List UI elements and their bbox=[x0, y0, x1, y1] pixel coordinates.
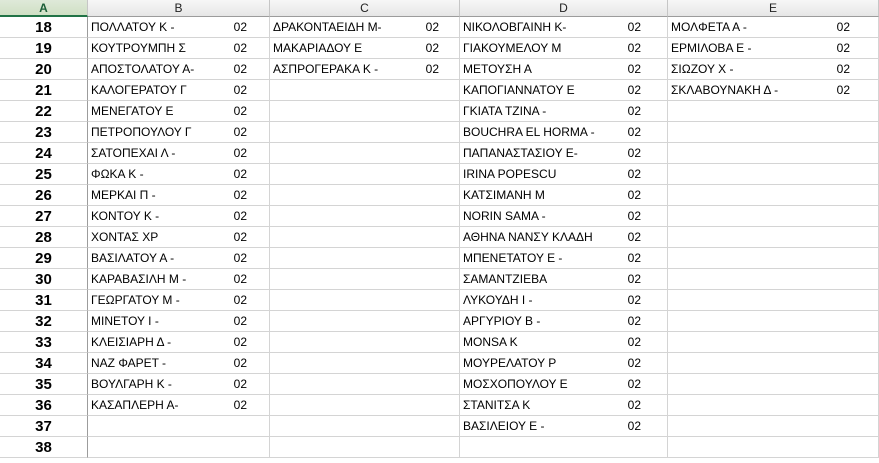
cell-name-text: ΑΘΗΝΑ ΝΑΝΣΥ ΚΛΑΔΗ bbox=[463, 230, 593, 244]
cell-e[interactable] bbox=[668, 59, 879, 80]
cell-name-text: ΠΟΛΛΑΤΟΥ Κ - bbox=[91, 20, 175, 34]
cell-b[interactable] bbox=[88, 374, 270, 395]
cell-c[interactable] bbox=[270, 101, 460, 122]
cell-code-text: 02 bbox=[627, 419, 641, 433]
cell-e[interactable] bbox=[668, 38, 879, 59]
cell-name-text: ΠΑΠΑΝΑΣΤΑΣΙΟΥ Ε- bbox=[463, 146, 578, 160]
cell-name-text: ΚΑΛΟΓΕΡΑΤΟΥ Γ bbox=[91, 83, 187, 97]
cell-name-text: ΑΣΠΡΟΓΕΡΑΚΑ Κ - bbox=[273, 62, 379, 76]
cell-d[interactable] bbox=[460, 332, 668, 353]
cell-b[interactable] bbox=[88, 311, 270, 332]
sheet-row bbox=[0, 416, 879, 437]
cell-code-text: 02 bbox=[233, 209, 247, 223]
cell-b[interactable] bbox=[88, 353, 270, 374]
cell-b[interactable] bbox=[88, 416, 270, 437]
sheet-row bbox=[0, 143, 879, 164]
cell-b[interactable] bbox=[88, 122, 270, 143]
cell-code-text: 02 bbox=[233, 398, 247, 412]
sheet-row bbox=[0, 122, 879, 143]
cell-c[interactable] bbox=[270, 122, 460, 143]
cell-b[interactable] bbox=[88, 437, 270, 458]
cell-name-text: ΒΑΣΙΛΑΤΟΥ Α - bbox=[91, 251, 175, 265]
sheet-row bbox=[0, 59, 879, 80]
cell-d[interactable] bbox=[460, 206, 668, 227]
row-header[interactable]: 37 bbox=[0, 416, 88, 437]
row-header[interactable]: 27 bbox=[0, 206, 88, 227]
cell-c[interactable] bbox=[270, 80, 460, 101]
cell-code-text: 02 bbox=[627, 209, 641, 223]
cell-name-text: ΣΑΤΟΠΕΧΑΙ Λ - bbox=[91, 146, 176, 160]
cell-name-text: ΜΕΡΚΑΙ Π - bbox=[91, 188, 156, 202]
cell-code-text: 02 bbox=[627, 83, 641, 97]
cell-name-text: NORIN SAMA - bbox=[463, 209, 546, 223]
cell-name-text: ΣΤΑΝΙΤΣΑ Κ bbox=[463, 398, 531, 412]
cell-code-text: 02 bbox=[233, 356, 247, 370]
cell-name-text: ΑΡΓΥΡΙΟΥ Β - bbox=[463, 314, 541, 328]
cell-name-text: ΜΟΛΦΕΤΑ Α - bbox=[671, 20, 747, 34]
cell-name-text: ΣΚΛΑΒΟΥΝΑΚΗ Δ - bbox=[671, 83, 779, 97]
sheet-row bbox=[0, 374, 879, 395]
cell-code-text: 02 bbox=[627, 251, 641, 265]
cell-name-text: ΣΙΩΖΟΥ Χ - bbox=[671, 62, 734, 76]
cell-code-text: 02 bbox=[233, 125, 247, 139]
cell-name-text: ΝΙΚΟΛΟΒΓΑΙΝΗ Κ- bbox=[463, 20, 567, 34]
cell-b[interactable] bbox=[88, 80, 270, 101]
cell-code-text: 02 bbox=[627, 146, 641, 160]
cell-name-text: ΚΑΣΑΠΛΕΡΗ Α- bbox=[91, 398, 179, 412]
cell-c[interactable] bbox=[270, 38, 460, 59]
cell-name-text: ΜΕΝΕΓΑΤΟΥ Ε bbox=[91, 104, 174, 118]
cell-d[interactable] bbox=[460, 17, 668, 38]
cell-d[interactable] bbox=[460, 38, 668, 59]
cell-d[interactable] bbox=[460, 80, 668, 101]
cell-code-text: 02 bbox=[627, 398, 641, 412]
cell-e[interactable] bbox=[668, 227, 879, 248]
cell-code-text: 02 bbox=[627, 167, 641, 181]
cell-b[interactable] bbox=[88, 38, 270, 59]
cell-d[interactable] bbox=[460, 353, 668, 374]
cell-c[interactable] bbox=[270, 269, 460, 290]
row-header[interactable]: 19 bbox=[0, 38, 88, 59]
row-header[interactable]: 33 bbox=[0, 332, 88, 353]
cell-code-text: 02 bbox=[627, 104, 641, 118]
row-header[interactable]: 34 bbox=[0, 353, 88, 374]
row-header[interactable]: 25 bbox=[0, 164, 88, 185]
cell-name-text: ΔΡΑΚΟΝΤΑΕΙΔΗ Μ- bbox=[273, 20, 382, 34]
cell-code-text: 02 bbox=[233, 272, 247, 286]
cell-name-text: ΚΟΝΤΟΥ Κ - bbox=[91, 209, 160, 223]
cell-d[interactable] bbox=[460, 122, 668, 143]
cell-code-text: 02 bbox=[836, 41, 850, 55]
column-header-c[interactable]: C bbox=[270, 0, 460, 17]
cell-c[interactable] bbox=[270, 332, 460, 353]
cell-b[interactable] bbox=[88, 101, 270, 122]
cell-name-text: ΝΑΖ ΦΑΡΕΤ - bbox=[91, 356, 167, 370]
cell-b[interactable] bbox=[88, 290, 270, 311]
sheet-row bbox=[0, 248, 879, 269]
cell-e[interactable] bbox=[668, 248, 879, 269]
cell-code-text: 02 bbox=[627, 188, 641, 202]
cell-e[interactable] bbox=[668, 80, 879, 101]
cell-name-text: ΜΕΤΟΥΣΗ Α bbox=[463, 62, 532, 76]
cell-code-text: 02 bbox=[627, 125, 641, 139]
cell-e[interactable] bbox=[668, 122, 879, 143]
cell-code-text: 02 bbox=[233, 62, 247, 76]
cell-code-text: 02 bbox=[627, 356, 641, 370]
row-header[interactable]: 24 bbox=[0, 143, 88, 164]
cell-c[interactable] bbox=[270, 248, 460, 269]
row-header[interactable]: 35 bbox=[0, 374, 88, 395]
row-header[interactable]: 28 bbox=[0, 227, 88, 248]
cell-c[interactable] bbox=[270, 437, 460, 458]
cell-c[interactable] bbox=[270, 353, 460, 374]
cell-c[interactable] bbox=[270, 374, 460, 395]
cell-name-text: ΚΑΡΑΒΑΣΙΛΗ Μ - bbox=[91, 272, 187, 286]
cell-c[interactable] bbox=[270, 395, 460, 416]
cell-code-text: 02 bbox=[627, 230, 641, 244]
sheet-row bbox=[0, 185, 879, 206]
cell-b[interactable] bbox=[88, 269, 270, 290]
column-header-a[interactable]: A bbox=[0, 0, 88, 17]
row-header[interactable]: 20 bbox=[0, 59, 88, 80]
row-header[interactable]: 32 bbox=[0, 311, 88, 332]
cell-code-text: 02 bbox=[627, 377, 641, 391]
cell-code-text: 02 bbox=[233, 167, 247, 181]
row-header[interactable]: 30 bbox=[0, 269, 88, 290]
cell-b[interactable] bbox=[88, 17, 270, 38]
cell-name-text: ΜΠΕΝΕΤΑΤΟΥ Ε - bbox=[463, 251, 563, 265]
cell-e[interactable] bbox=[668, 416, 879, 437]
cell-c[interactable] bbox=[270, 59, 460, 80]
cell-e[interactable] bbox=[668, 143, 879, 164]
sheet-row bbox=[0, 332, 879, 353]
row-header[interactable]: 26 bbox=[0, 185, 88, 206]
cell-name-text: ΕΡΜΙΛΟΒΑ Ε - bbox=[671, 41, 752, 55]
cell-code-text: 02 bbox=[425, 41, 439, 55]
cell-e[interactable] bbox=[668, 353, 879, 374]
cell-code-text: 02 bbox=[627, 20, 641, 34]
cell-code-text: 02 bbox=[425, 62, 439, 76]
cell-e[interactable] bbox=[668, 311, 879, 332]
cell-e[interactable] bbox=[668, 374, 879, 395]
cell-e[interactable] bbox=[668, 332, 879, 353]
column-header-row bbox=[0, 0, 879, 17]
cell-name-text: IRINA POPESCU bbox=[463, 167, 557, 181]
cell-d[interactable] bbox=[460, 416, 668, 437]
sheet-row bbox=[0, 227, 879, 248]
cell-c[interactable] bbox=[270, 185, 460, 206]
cell-name-text: ΚΑΠΟΓΙΑΝΝΑΤΟΥ Ε bbox=[463, 83, 575, 97]
cell-name-text: ΦΩΚΑ Κ - bbox=[91, 167, 144, 181]
cell-code-text: 02 bbox=[627, 335, 641, 349]
cell-code-text: 02 bbox=[627, 272, 641, 286]
cell-code-text: 02 bbox=[627, 62, 641, 76]
sheet-row bbox=[0, 164, 879, 185]
cell-e[interactable] bbox=[668, 290, 879, 311]
cell-name-text: ΜΟΣΧΟΠΟΥΛΟΥ Ε bbox=[463, 377, 568, 391]
cell-code-text: 02 bbox=[233, 293, 247, 307]
cell-d[interactable] bbox=[460, 227, 668, 248]
cell-code-text: 02 bbox=[233, 83, 247, 97]
cell-d[interactable] bbox=[460, 269, 668, 290]
cell-code-text: 02 bbox=[233, 314, 247, 328]
cell-c[interactable] bbox=[270, 311, 460, 332]
cell-b[interactable] bbox=[88, 185, 270, 206]
cell-c[interactable] bbox=[270, 17, 460, 38]
cell-code-text: 02 bbox=[627, 293, 641, 307]
cell-name-text: ΓΙΑΚΟΥΜΕΛΟΥ Μ bbox=[463, 41, 562, 55]
cell-c[interactable] bbox=[270, 206, 460, 227]
cell-name-text: ΜΑΚΑΡΙΑΔΟΥ Ε bbox=[273, 41, 363, 55]
sheet-row bbox=[0, 269, 879, 290]
cell-code-text: 02 bbox=[836, 20, 850, 34]
cell-e[interactable] bbox=[668, 101, 879, 122]
row-header[interactable]: 38 bbox=[0, 437, 88, 458]
cell-d[interactable] bbox=[460, 101, 668, 122]
cell-e[interactable] bbox=[668, 269, 879, 290]
cell-e[interactable] bbox=[668, 164, 879, 185]
cell-b[interactable] bbox=[88, 164, 270, 185]
cell-code-text: 02 bbox=[233, 20, 247, 34]
cell-code-text: 02 bbox=[233, 230, 247, 244]
cell-name-text: MONSA Κ bbox=[463, 335, 518, 349]
cell-code-text: 02 bbox=[836, 62, 850, 76]
sheet-row bbox=[0, 206, 879, 227]
cell-name-text: ΓΚΙΑΤΑ ΤΖΙΝΑ - bbox=[463, 104, 547, 118]
sheet-row bbox=[0, 38, 879, 59]
cell-name-text: ΛΥΚΟΥΔΗ Ι - bbox=[463, 293, 533, 307]
cell-b[interactable] bbox=[88, 143, 270, 164]
cell-code-text: 02 bbox=[233, 377, 247, 391]
cell-c[interactable] bbox=[270, 416, 460, 437]
column-header-e[interactable]: E bbox=[668, 0, 879, 17]
cell-code-text: 02 bbox=[627, 314, 641, 328]
cell-b[interactable] bbox=[88, 248, 270, 269]
cell-name-text: ΑΠΟΣΤΟΛΑΤΟΥ Α- bbox=[91, 62, 195, 76]
sheet-row bbox=[0, 101, 879, 122]
cell-name-text: ΚΛΕΙΣΙΑΡΗ Δ - bbox=[91, 335, 172, 349]
sheet-row bbox=[0, 290, 879, 311]
cell-e[interactable] bbox=[668, 17, 879, 38]
row-header[interactable]: 18 bbox=[0, 17, 88, 38]
cell-d[interactable] bbox=[460, 59, 668, 80]
cell-name-text: ΜΟΥΡΕΛΑΤΟΥ Ρ bbox=[463, 356, 557, 370]
row-header[interactable]: 22 bbox=[0, 101, 88, 122]
row-header[interactable]: 36 bbox=[0, 395, 88, 416]
cell-b[interactable] bbox=[88, 227, 270, 248]
cell-b[interactable] bbox=[88, 395, 270, 416]
cell-e[interactable] bbox=[668, 437, 879, 458]
cell-d[interactable] bbox=[460, 143, 668, 164]
cell-e[interactable] bbox=[668, 185, 879, 206]
cell-e[interactable] bbox=[668, 206, 879, 227]
cell-c[interactable] bbox=[270, 143, 460, 164]
cell-d[interactable] bbox=[460, 374, 668, 395]
cell-code-text: 02 bbox=[233, 251, 247, 265]
cell-name-text: ΣΑΜΑΝΤΖΙΕΒΑ bbox=[463, 272, 548, 286]
row-header[interactable]: 23 bbox=[0, 122, 88, 143]
cell-e[interactable] bbox=[668, 395, 879, 416]
cell-code-text: 02 bbox=[233, 146, 247, 160]
cell-name-text: ΒΑΣΙΛΕΙΟΥ Ε - bbox=[463, 419, 545, 433]
cell-d[interactable] bbox=[460, 437, 668, 458]
cell-c[interactable] bbox=[270, 290, 460, 311]
cell-code-text: 02 bbox=[233, 335, 247, 349]
cell-d[interactable] bbox=[460, 185, 668, 206]
cell-name-text: ΠΕΤΡΟΠΟΥΛΟΥ Γ bbox=[91, 125, 192, 139]
cell-d[interactable] bbox=[460, 248, 668, 269]
cell-name-text: ΒΟΥΛΓΑΡΗ Κ - bbox=[91, 377, 172, 391]
cell-code-text: 02 bbox=[627, 41, 641, 55]
column-header-b[interactable]: B bbox=[88, 0, 270, 17]
cell-name-text: ΧΟΝΤΑΣ ΧΡ bbox=[91, 230, 159, 244]
cell-code-text: 02 bbox=[233, 188, 247, 202]
row-header[interactable]: 29 bbox=[0, 248, 88, 269]
cell-code-text: 02 bbox=[233, 104, 247, 118]
sheet-row bbox=[0, 311, 879, 332]
cell-name-text: ΚΑΤΣΙΜΑΝΗ Μ bbox=[463, 188, 545, 202]
cell-c[interactable] bbox=[270, 227, 460, 248]
sheet-rows bbox=[0, 17, 879, 458]
cell-b[interactable] bbox=[88, 206, 270, 227]
sheet-row bbox=[0, 395, 879, 416]
sheet-row bbox=[0, 437, 879, 458]
sheet-row bbox=[0, 17, 879, 38]
sheet-row bbox=[0, 80, 879, 101]
cell-code-text: 02 bbox=[233, 41, 247, 55]
row-header[interactable]: 31 bbox=[0, 290, 88, 311]
cell-name-text: ΓΕΩΡΓΑΤΟΥ Μ - bbox=[91, 293, 180, 307]
cell-b[interactable] bbox=[88, 59, 270, 80]
cell-d[interactable] bbox=[460, 395, 668, 416]
cell-c[interactable] bbox=[270, 164, 460, 185]
cell-name-text: BOUCHRA EL HORMA - bbox=[463, 125, 595, 139]
sheet-row bbox=[0, 353, 879, 374]
cell-name-text: ΚΟΥΤΡΟΥΜΠΗ Σ bbox=[91, 41, 186, 55]
cell-name-text: ΜΙΝΕΤΟΥ Ι - bbox=[91, 314, 159, 328]
cell-code-text: 02 bbox=[836, 83, 850, 97]
column-header-d[interactable]: D bbox=[460, 0, 668, 17]
cell-d[interactable] bbox=[460, 290, 668, 311]
row-header[interactable]: 21 bbox=[0, 80, 88, 101]
cell-code-text: 02 bbox=[425, 20, 439, 34]
cell-d[interactable] bbox=[460, 311, 668, 332]
cell-b[interactable] bbox=[88, 332, 270, 353]
cell-d[interactable] bbox=[460, 164, 668, 185]
